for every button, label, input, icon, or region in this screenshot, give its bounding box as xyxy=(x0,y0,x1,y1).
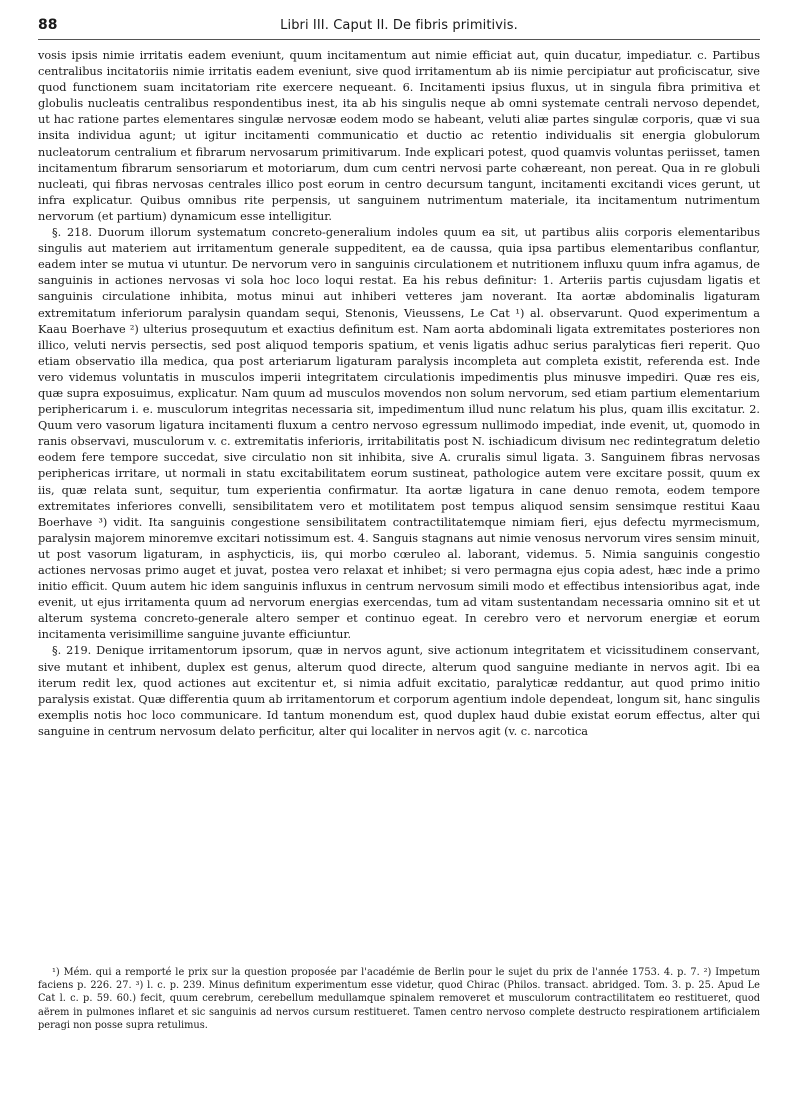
header-rule xyxy=(38,39,760,40)
body-text xyxy=(38,48,760,740)
paragraph-section-219: §. 219. Denique irritamentorum ipsorum, quæ in nervos agunt, sive actionum integritatem et vicissitudinem conservant, sive mutant et inhibent, duplex est genus, alterum quod directe, alterum quod sanguine mediante in nervos agit. Ibi ea iterum redit lex, quod actiones aut excitentur et, si nimia adfuit excitatio, paralyticæ reddantur, aut quod primo initio paralysis existat. Quæ differentia quum ab irritamentorum et corporum agentium indole dependeat, longum sit, hanc singulis exemplis notis hoc loco communicare. Id tantum monendum est, quod duplex haud dubie existat eorum effectus, alter qui sanguine in centrum nervosum delato perficitur, alter qui localiter in nervos agit (v. c. narcotica xyxy=(38,644,760,738)
running-title: Libri III. Caput II. De fibris primitivis. xyxy=(280,18,518,33)
running-head xyxy=(38,17,760,43)
page-number: 88 xyxy=(38,17,58,33)
paragraph-section-218: §. 218. Duorum illorum systematum concreto-generalium indoles quum ea sit, ut partibus aliis corporis elementaribus singulis aut materiem aut irritamentum generale suppeditent, ea de caussa, quia ipsa partibus elementaribus conflantur, eadem inter se mutua vi utuntur. De nervorum vero in sanguinis circulationem et nutritionem influxu quum infra agamus, de sanguinis in actiones nervosas vi sola hoc loco loqui restat. Ea his rebus definitur: 1. Arteriis partis cujusdam ligatis et sanguinis circulatione inhibita, motus minui aut inhiberi vetteres jam noverant. Ita aortæ abdominalis ligaturam extremitatum inferiorum paralysin quandam sequi, Stenonis, Vieussens, Le Cat ¹) al. observarunt. Quod experimentum a Kaau Boerhave ²) ulterius prosequutum et exactius definitum est. Nam aorta abdominali ligata extremitates posteriores non illico, veluti nervis persectis, sed post aliquod temporis spatium, et venis ligatis adhuc serius paralyticas fieri reperit. Quo etiam observatio illa medica, qua post arteriarum ligaturam paralysis incompleta aut completa existit, referenda est. Inde vero videmus voluntatis in musculos imperii integritatem circulationis impedimentis plus minusve impediri. Quæ res eis, quæ supra exposuimus, explicatur. Nam quum ad musculos movendos non solum nervorum, sed etiam partium elementarium periphericarum i. e. musculorum integritas necessaria sit, impedimentum illud nunc relatum his plus, quam illis excitatur. 2. Quum vero vasorum ligatura incitamenti fluxum a centro nervoso egressum nullimodo impediat, inde evenit, ut, quomodo in ranis observavi, musculorum v. c. extremitatis inferioris, irritabilitatis post N. ischiadicum divisum nec redintegratum deletio eodem fere tempore succedat, sive circulatio non sit inhibita, sive A. cruralis simul ligata. 3. Sanguinem fibras nervosas periphericas irritare, ut normali in statu excitabilitatem eorum sustineat, pathologice autem vere excitare possit, quum ex iis, quæ relata sunt, sequitur, tum experientia confirmatur. Ita aortæ ligatura in cane denuo remota, eodem tempore extremitates inferiores convelli, sensibilitatem vero et motilitatem post tempus aliquod sensim sensimque restitui Kaau Boerhave ³) vidit. Ita sanguinis congestione sensibilitatem contractilitatemque nimiam fieri, ejus defectu myrmecismum, paralysin majorem minoremve excitari notissimum est. 4. Sanguis stagnans aut nimie venosus nervorum vires sensim minuit, ut post vasorum ligaturam, in asphycticis, iis, qui morbo cœruleo al. laborant, videmus. 5. Nimia sanguinis congestio actiones nervosas primo auget et juvat, postea vero relaxat et inhibet; si vero permagna ejus copia adest, hæc inde a primo initio efficit. Quum autem hic idem sanguinis influxus in centrum nervosum simili modo et effectibus intensioribus agat, inde evenit, ut ejus irritamenta quum ad nervorum energias exercendas, tum ad vitam sustentandam necessaria omnino sit et ut alterum systema concreto-generale altero semper et continuo egeat. In cerebro vero et nervorum energiæ et eorum incitamenta verisimillime sanguine juvante efficiuntur. xyxy=(38,226,760,642)
footnote-block: ¹) Mém. qui a remporté le prix sur la question proposée par l'académie de Berlin pour le sujet du prix de l'année 1753. 4. p. 7. ²) Impetum faciens p. 226. 27. ³) l. c. p. 239. Minus definitum experimentum esse videtur, quod Chirac (Philos. transact. abridged. Tom. 3. p. 25. Apud Le Cat l. c. p. 59. 60.) fecit, quum cerebrum, cerebellum medullamque spinalem removeret et musculorum contractilitatem eo restitueret, quod aërem in pulmones inflaret et sic sanguinis ad nervos cursum restitueret. Tamen centro nervoso complete destructo respirationem artificialem peragi non posse supra retulimus. xyxy=(38,967,760,1031)
paragraph-continuation: vosis ipsis nimie irritatis eadem eveniunt, quum incitamentum aut nimie efficiat aut, quin ducatur, impediatur. c. Partibus centralibus incitatoriis nimie irritatis eadem eveniunt, sive quod irritamentum ab iis nimie percipiatur aut proficiscatur, sive quod functionem suam incitatoriam rite exercere nequeant. 6. Incitamenti ipsius fluxus, ut in singula fibra primitiva et globulis nucleatis centralibus respondentibus inest, ita ab his singulis neque ab omni systemate centrali nervoso dependet, ut hac ratione partes elementares singulæ nervosæ eodem modo se habeant, veluti aliæ partes singulæ corporis, quæ vi sua insita individua agunt; ut igitur incitamenti communicatio et ductio ac retentio individualis sit energia globulorum nucleatorum centralium et fibrarum nervosarum primitivarum. Inde explicari potest, quod quamvis voluntas periisset, tamen incitamentum fibrarum sensoriarum et motoriarum, dum cum centri nervosi parte cohæreant, non pereat. Qua in re globuli nucleati, qui fibras nervosas centrales illico post eorum in centro decursum tangunt, incitamenti excitandi vices gerunt, ut infra explicatur. Quibus omnibus rite perpensis, ut sanguinem nutrimentum materiale, ita incitamentum nutrimentum nervorum (et partium) dynamicum esse intelligitur. xyxy=(38,49,760,223)
footnotes xyxy=(38,966,760,1032)
